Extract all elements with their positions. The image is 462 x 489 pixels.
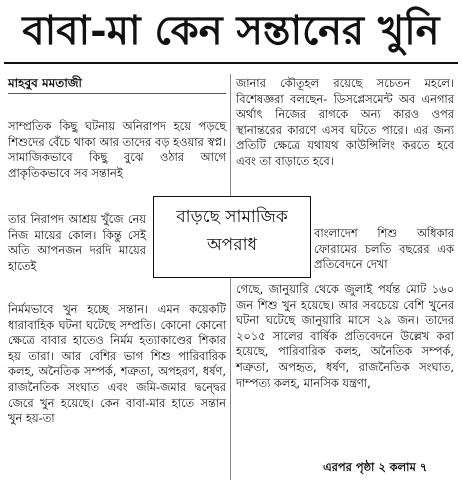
right-column-bottom (236, 282, 454, 391)
left-column-mid (8, 212, 146, 274)
paragraph: গেছে, জানুয়ারি থেকে জুলাই পর্যন্ত মোট ১৬০ জন শিশু খুন হয়েছে। আর সবচেয়ে বেশি খুনের ঘটনা ঘটেছে জানুয়ারি মাসে ২৯ জন। তাদের ২০১৫ সালের বার্ষিক প্রতিবেদনে উল্লেখ করা হয়েছে, পারিবারিক কলহ, অনৈতিক সম্পর্ক, শত্রুতা, অপহৃত, ধর্ষণ, রাজনৈতিক সংঘাত, দাম্পত্য কলহ, মানসিক যন্ত্রণা, (236, 282, 454, 390)
continued-on-jump: এরপর পৃষ্ঠা ২ কলাম ৭ (323, 460, 428, 474)
byline-underline (8, 93, 226, 94)
left-column-top (8, 119, 226, 181)
right-column-mid (314, 226, 454, 273)
left-column-bottom (8, 302, 226, 427)
pull-quote-box (153, 196, 311, 278)
paragraph: বাংলাদেশ শিশু অধিকার ফোরামের চলতি বছরের এক প্রতিবেদনে দেখা (314, 226, 454, 272)
byline: মাহবুব মমতাজী (8, 76, 82, 90)
paragraph: সাম্প্রতিক কিছু ঘটনায় অনিরাপদ হয়ে পড়ছে শিশুদের বেঁচে থাকা আর তাদের বড় হওয়ার স্বপ্ন। সামাজিকভাবে কিছু বুঝে ওঠার আগে প্রাকৃতিকভাবে সব সন্তানই (8, 119, 226, 180)
paragraph: তার নিরাপদ আশ্রয় খুঁজে নেয় নিজ মায়ের কোল। কিন্তু সেই অতি আপনজন দরদি মায়ের হাতেই (8, 212, 146, 273)
headline-rule (4, 62, 458, 64)
pull-quote-line-1: বাড়ছে সামাজিক (176, 207, 288, 227)
right-column-top (236, 76, 454, 170)
pull-quote-line-2: অপরাধ (206, 235, 258, 255)
paragraph: নির্মমভাবে খুন হচ্ছে সন্তান। এমন কয়েকটি ধারাবাহিক ঘটনা ঘটেছে সম্প্রতি। কোনো কোনো ক্ষেত্রে বাবার হাতেও নির্মম হত্যাকাণ্ডের শিকার হয় তারা। আর বেশির ভাগ শিশু পারিবারিক কলহ, অনৈতিক সম্পর্ক, শত্রুতা, অপহরণ, ধর্ষণ, রাজনৈতিক সংঘাত এবং জমি-জমার দ্বন্দ্বের জেরে খুন হয়েছে। কেন বাবা-মার হাতে সন্তান খুন হয়-তা (8, 302, 226, 426)
paragraph: জানার কৌতূহল রয়েছে সচেতন মহলে। বিশেষজ্ঞরা বলছেন- ডিসপ্লেসমেন্ট অব এনগার অর্থাৎ নিজের রাগকে অন্য কারও ওপর স্থানান্তরের কারণে এসব ঘটতে পারে। এর জন্য প্রতিটি ক্ষেত্রে যথাযথ কাউন্সিলিং করতে হবে এবং তা বাড়াতে হবে। (236, 76, 454, 168)
headline: বাবা-মা কেন সন্তানের খুনি (22, 7, 440, 54)
